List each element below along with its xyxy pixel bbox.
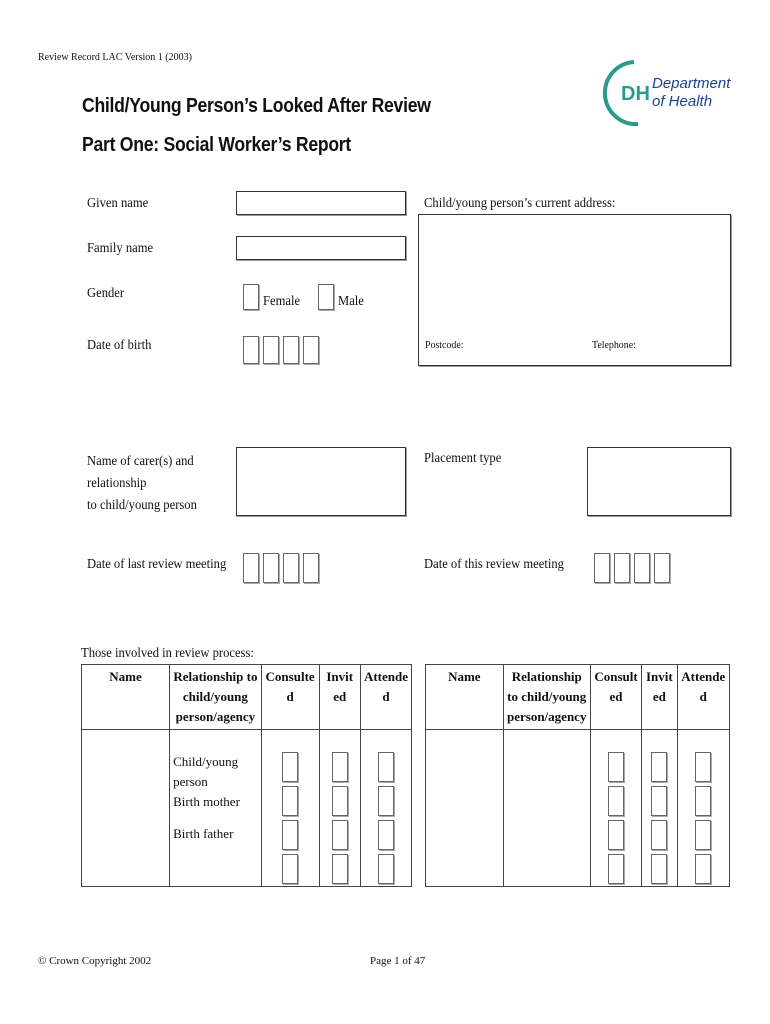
carers-label-line3: to child/young person bbox=[87, 498, 197, 513]
col-relationship: Relationship to child/young person/agency bbox=[503, 665, 590, 730]
col-name: Name bbox=[426, 665, 504, 730]
col-invited: Invit ed bbox=[642, 665, 677, 730]
rel-child-2: person bbox=[173, 774, 208, 789]
col-attended: Attende d bbox=[677, 665, 729, 730]
last-review-box-4[interactable] bbox=[303, 553, 319, 583]
this-review-box-4[interactable] bbox=[654, 553, 670, 583]
placement-type-field[interactable] bbox=[587, 447, 731, 516]
relationship-cell bbox=[170, 730, 262, 887]
page-title: Child/Young Person’s Looked After Review bbox=[82, 95, 431, 117]
invited-cell bbox=[319, 730, 360, 887]
last-review-box-2[interactable] bbox=[263, 553, 279, 583]
involved-table-left bbox=[81, 664, 412, 887]
consulted-cell bbox=[261, 730, 319, 887]
dob-box-4[interactable] bbox=[303, 336, 319, 364]
carers-label-line2: relationship bbox=[87, 476, 147, 491]
rel-birth-father: Birth father bbox=[173, 826, 234, 841]
consulted-checkbox[interactable] bbox=[608, 854, 624, 884]
col-invited: Invit ed bbox=[319, 665, 360, 730]
consulted-checkbox[interactable] bbox=[282, 854, 298, 884]
consulted-cell bbox=[590, 730, 641, 887]
given-name-field[interactable] bbox=[236, 191, 406, 215]
logo-line1: Department bbox=[652, 75, 731, 92]
attended-checkbox[interactable] bbox=[695, 854, 711, 884]
address-label: Child/young person’s current address: bbox=[424, 196, 616, 211]
dob-field[interactable] bbox=[243, 336, 319, 364]
attended-checkbox[interactable] bbox=[695, 752, 711, 782]
dh-logo-icon bbox=[612, 58, 731, 128]
attended-cell bbox=[677, 730, 729, 887]
col-consulted: Consulte d bbox=[261, 665, 319, 730]
dob-box-3[interactable] bbox=[283, 336, 299, 364]
col-attended: Attende d bbox=[360, 665, 411, 730]
consulted-checkbox[interactable] bbox=[608, 786, 624, 816]
invited-checkbox[interactable] bbox=[332, 854, 348, 884]
last-review-date-field[interactable] bbox=[243, 553, 319, 583]
attended-checkbox[interactable] bbox=[695, 820, 711, 850]
this-review-box-3[interactable] bbox=[634, 553, 650, 583]
invited-checkbox[interactable] bbox=[651, 786, 667, 816]
consulted-checkbox[interactable] bbox=[282, 786, 298, 816]
postcode-label: Postcode: bbox=[425, 339, 464, 351]
dob-label: Date of birth bbox=[87, 338, 152, 353]
this-review-box-2[interactable] bbox=[614, 553, 630, 583]
relationship-cell[interactable] bbox=[503, 730, 590, 887]
carers-label-line1: Name of carer(s) and bbox=[87, 454, 194, 469]
this-review-label: Date of this review meeting bbox=[424, 557, 564, 572]
dh-logo bbox=[612, 58, 731, 128]
this-review-date-field[interactable] bbox=[594, 553, 670, 583]
carers-label bbox=[87, 451, 197, 517]
involved-heading: Those involved in review process: bbox=[81, 646, 254, 661]
attended-checkbox[interactable] bbox=[378, 854, 394, 884]
last-review-box-3[interactable] bbox=[283, 553, 299, 583]
name-cell[interactable] bbox=[426, 730, 504, 887]
given-name-label: Given name bbox=[87, 196, 149, 211]
carers-field[interactable] bbox=[236, 447, 406, 516]
this-review-box-1[interactable] bbox=[594, 553, 610, 583]
female-checkbox[interactable] bbox=[243, 284, 259, 310]
consulted-checkbox[interactable] bbox=[282, 820, 298, 850]
col-relationship: Relationship to child/young person/agency bbox=[170, 665, 262, 730]
attended-checkbox[interactable] bbox=[378, 752, 394, 782]
invited-checkbox[interactable] bbox=[332, 786, 348, 816]
logo-line2: of Health bbox=[652, 93, 713, 110]
invited-checkbox[interactable] bbox=[651, 752, 667, 782]
name-cell[interactable] bbox=[82, 730, 170, 887]
rel-child: Child/young bbox=[173, 754, 239, 769]
footer-page-number: Page 1 of 47 bbox=[370, 955, 426, 967]
col-consulted: Consult ed bbox=[590, 665, 641, 730]
address-field[interactable] bbox=[418, 214, 731, 366]
male-checkbox[interactable] bbox=[318, 284, 334, 310]
invited-checkbox[interactable] bbox=[651, 820, 667, 850]
family-name-label: Family name bbox=[87, 241, 154, 256]
last-review-box-1[interactable] bbox=[243, 553, 259, 583]
attended-checkbox[interactable] bbox=[378, 820, 394, 850]
consulted-checkbox[interactable] bbox=[282, 752, 298, 782]
invited-checkbox[interactable] bbox=[332, 820, 348, 850]
record-version: Review Record LAC Version 1 (2003) bbox=[38, 52, 192, 63]
footer-copyright: © Crown Copyright 2002 bbox=[38, 955, 152, 967]
attended-checkbox[interactable] bbox=[378, 786, 394, 816]
dob-box-2[interactable] bbox=[263, 336, 279, 364]
involved-table-right bbox=[425, 664, 730, 887]
male-label: Male bbox=[338, 294, 365, 309]
placement-type-label: Placement type bbox=[424, 451, 502, 466]
family-name-field[interactable] bbox=[236, 236, 406, 260]
gender-options bbox=[243, 284, 367, 310]
consulted-checkbox[interactable] bbox=[608, 820, 624, 850]
invited-checkbox[interactable] bbox=[651, 854, 667, 884]
gender-label: Gender bbox=[87, 286, 125, 301]
logo-initials: DH bbox=[621, 83, 650, 105]
dob-box-1[interactable] bbox=[243, 336, 259, 364]
telephone-label: Telephone: bbox=[592, 339, 636, 351]
last-review-label: Date of last review meeting bbox=[87, 557, 227, 572]
page-subtitle: Part One: Social Worker’s Report bbox=[82, 134, 352, 156]
invited-cell bbox=[642, 730, 677, 887]
rel-birth-mother: Birth mother bbox=[173, 794, 240, 809]
consulted-checkbox[interactable] bbox=[608, 752, 624, 782]
col-name: Name bbox=[82, 665, 170, 730]
invited-checkbox[interactable] bbox=[332, 752, 348, 782]
attended-cell bbox=[360, 730, 411, 887]
attended-checkbox[interactable] bbox=[695, 786, 711, 816]
female-label: Female bbox=[263, 294, 301, 309]
